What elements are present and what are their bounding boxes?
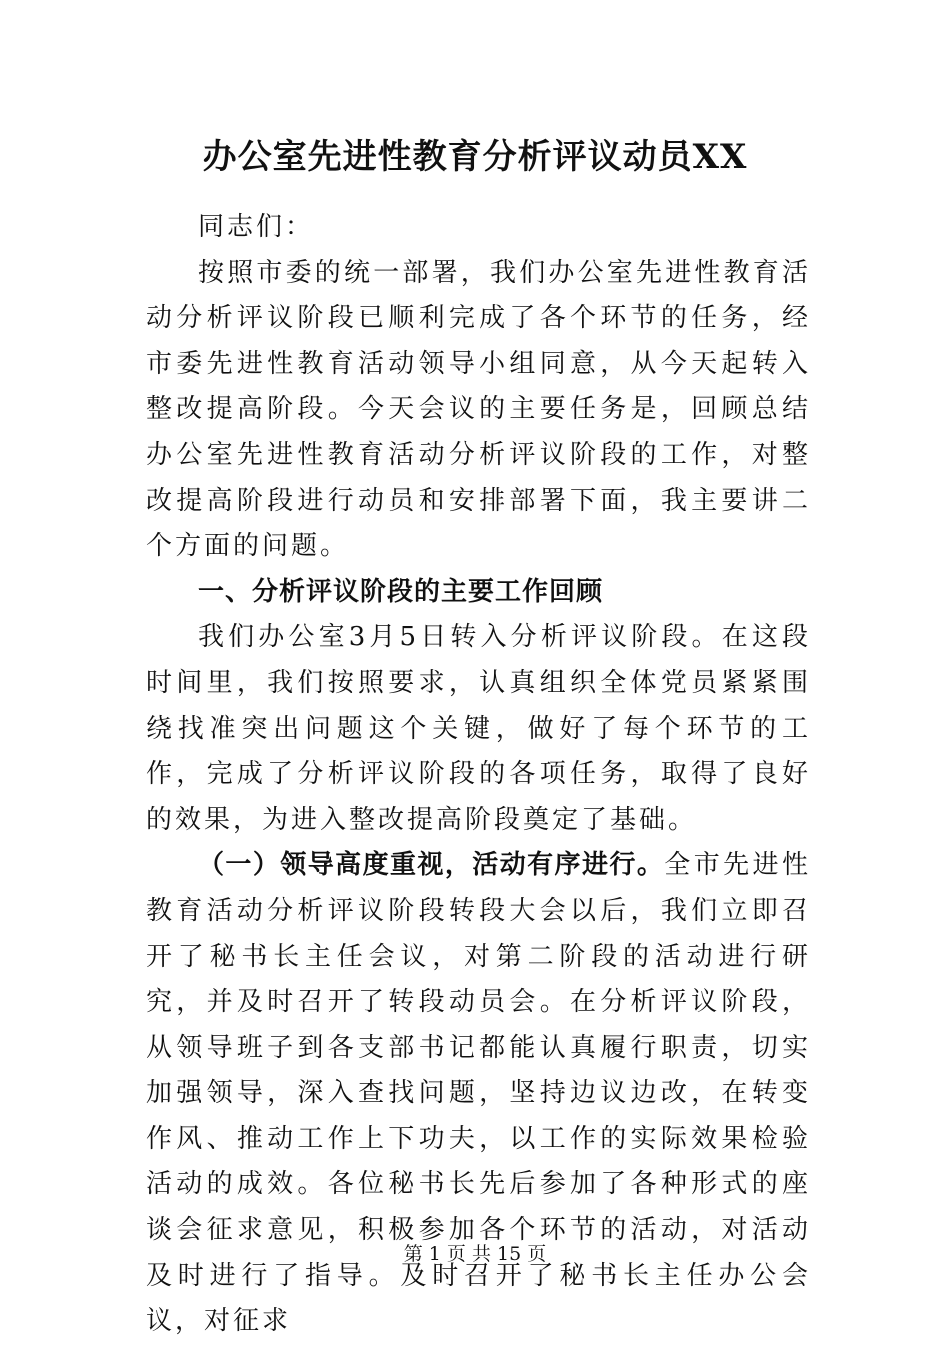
paragraph-leadership [146,843,811,1345]
document-body [146,205,811,1345]
document-title: 办公室先进性教育分析评议动员XX [202,137,748,177]
section-heading-1: 一、分析评议阶段的主要工作回顾 [198,576,604,607]
page-number-footer: 第 1 页 共 15 页 [403,1243,547,1265]
subsection-heading-1: （一）领导高度重视，活动有序进行。 [198,850,665,881]
paragraph-leadership-text: 全市先进性教育活动分析评议阶段转段大会以后，我们立即召开了秘书长主任会议，对第二阶段的活动进行研究，并及时召开了转段动员会。在分析评议阶段，从领导班子到各支部书记都能认真履行职责，切实加强领导，深入查找问题，坚持边议边改，在转变作风、推动工作上下功夫，以工作的实际效果检验活动的成效。各位秘书长先后参加了各种形式的座谈会征求意见，积极参加各个环节的活动，对活动及时进行了指导。及时召开了秘书长主任办公会议，对征求 [146,850,811,1337]
paragraph-intro: 按照市委的统一部署，我们办公室先进性教育活动分析评议阶段已顺利完成了各个环节的任务，经市委先进性教育活动领导小组同意，从今天起转入整改提高阶段。今天会议的主要任务是，回顾总结办公室先进性教育活动分析评议阶段的工作，对整改提高阶段进行动员和安排部署下面，我主要讲二个方面的问题。 [146,257,811,562]
salutation: 同志们： [198,212,315,242]
paragraph-review: 我们办公室3月5日转入分析评议阶段。在这段时间里，我们按照要求，认真组织全体党员紧紧围绕找准突出问题这个关键，做好了每个环节的工作，完成了分析评议阶段的各项任务，取得了良好的效果，为进入整改提高阶段奠定了基础。 [146,622,811,835]
